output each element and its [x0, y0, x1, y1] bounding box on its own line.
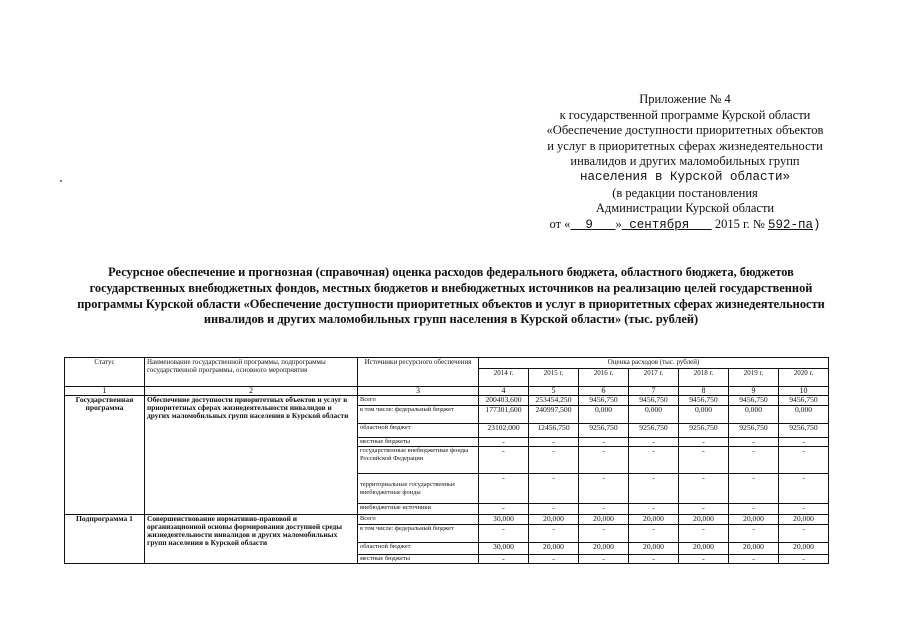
appendix-line: к государственной программе Курской области [559, 107, 811, 122]
value-cell: - [529, 504, 579, 515]
value-cell: - [729, 555, 779, 564]
appendix-line: «Обеспечение доступности приоритетных объектов [546, 123, 824, 138]
table-row [65, 396, 829, 406]
value-cell: - [529, 525, 579, 543]
value-cell: - [679, 474, 729, 504]
value-cell: - [529, 447, 579, 474]
value-cell: 20,000 [729, 543, 779, 555]
column-number: 10 [779, 387, 829, 396]
value-cell: 20,000 [629, 515, 679, 525]
source-cell: областной бюджет [358, 543, 479, 555]
value-cell: - [729, 504, 779, 515]
source-cell: территориальные государственные внебюджетные фонды [358, 474, 479, 504]
status-cell: Подпрограмма 1 [65, 515, 145, 564]
value-cell: - [479, 525, 529, 543]
appendix-line: населения в Курской области» [579, 169, 791, 184]
value-cell: - [479, 447, 529, 474]
decree-number: 592-па [767, 217, 813, 232]
value-cell: - [579, 474, 629, 504]
source-cell: областной бюджет [358, 424, 479, 438]
value-cell: 30,000 [479, 543, 529, 555]
value-cell: 20,000 [729, 515, 779, 525]
value-cell: 20,000 [629, 543, 679, 555]
value-cell: - [729, 525, 779, 543]
value-cell: - [629, 438, 679, 447]
value-cell: - [579, 504, 629, 515]
source-cell: местные бюджеты [358, 438, 479, 447]
source-cell: государственные внебюджетные фонды Российской Федерации [358, 447, 479, 474]
value-cell: 0,000 [629, 406, 679, 424]
date-year: 2015 г. № [711, 216, 768, 231]
header-status: Статус [65, 358, 145, 387]
value-cell: 9256,750 [629, 424, 679, 438]
value-cell: - [629, 504, 679, 515]
column-number: 2 [145, 387, 358, 396]
program-name-cell: Совершенствование нормативно-правовой и организационной основы формирования доступной среды жизнедеятельности инвалидов и других маломобильных групп населения в Курской области [145, 515, 358, 564]
source-cell: Всего [358, 396, 479, 406]
table-row [65, 515, 829, 525]
value-cell: - [779, 438, 829, 447]
value-cell: - [579, 438, 629, 447]
value-cell: - [579, 555, 629, 564]
value-cell: 20,000 [579, 543, 629, 555]
column-number: 7 [629, 387, 679, 396]
appendix-line: Администрации Курской области [595, 201, 775, 216]
value-cell: 20,000 [679, 515, 729, 525]
year-header: 2015 г. [529, 369, 579, 387]
year-header: 2014 г. [479, 369, 529, 387]
value-cell: - [679, 525, 729, 543]
value-cell: 20,000 [779, 515, 829, 525]
value-cell: - [679, 447, 729, 474]
value-cell: 0,000 [729, 406, 779, 424]
value-cell: 20,000 [679, 543, 729, 555]
source-cell: в том числе: федеральный бюджет [358, 406, 479, 424]
value-cell: - [479, 474, 529, 504]
date-month: сентября [621, 217, 712, 232]
program-name-cell: Обеспечение доступности приоритетных объектов и услуг в приоритетных сферах жизнедеятельности инвалидов и других маломобильных групп населения в Курской области [145, 396, 358, 515]
value-cell: 200403,600 [479, 396, 529, 406]
column-number: 5 [529, 387, 579, 396]
value-cell: 9456,750 [679, 396, 729, 406]
appendix-line: инвалидов и других маломобильных групп [570, 154, 800, 169]
value-cell: 253454,250 [529, 396, 579, 406]
source-cell: местные бюджеты [358, 555, 479, 564]
value-cell: 20,000 [529, 543, 579, 555]
value-cell: - [529, 555, 579, 564]
value-cell: 12456,750 [529, 424, 579, 438]
appendix-date-line [520, 217, 850, 234]
value-cell: - [779, 474, 829, 504]
year-header: 2017 г. [629, 369, 679, 387]
value-cell: - [629, 525, 679, 543]
value-cell: - [779, 504, 829, 515]
value-cell: 0,000 [579, 406, 629, 424]
value-cell: - [779, 447, 829, 474]
column-number: 3 [358, 387, 479, 396]
value-cell: - [529, 438, 579, 447]
appendix-line: и услуг в приоритетных сферах жизнедеятельности [547, 138, 823, 153]
value-cell: 0,000 [779, 406, 829, 424]
status-cell: Государственная программа [65, 396, 145, 515]
year-header: 2018 г. [679, 369, 729, 387]
year-header: 2020 г. [779, 369, 829, 387]
column-number: 9 [729, 387, 779, 396]
value-cell: - [679, 504, 729, 515]
value-cell: 9456,750 [779, 396, 829, 406]
value-cell: - [729, 447, 779, 474]
value-cell: 9256,750 [779, 424, 829, 438]
value-cell: - [779, 525, 829, 543]
value-cell: 9256,750 [579, 424, 629, 438]
table-header-row [65, 358, 829, 369]
value-cell: 20,000 [779, 543, 829, 555]
value-cell: 9456,750 [579, 396, 629, 406]
value-cell: - [579, 447, 629, 474]
source-cell: Всего [358, 515, 479, 525]
value-cell: - [479, 504, 529, 515]
column-number: 8 [679, 387, 729, 396]
year-header: 2016 г. [579, 369, 629, 387]
value-cell: 20,000 [529, 515, 579, 525]
header-name: Наименование государственной программы, подпрограммы государственной программы, основного мероприятия [145, 358, 358, 387]
column-number: 1 [65, 387, 145, 396]
document-heading: Ресурсное обеспечение и прогнозная (справочная) оценка расходов федерального бюджета, областного бюджета, бюджетов государственных внебюджетных фондов, местных бюджетов и внебюджетных источников на реализацию целей государственной программы Курской области «Обеспечение доступности приоритетных объектов и услуг в приоритетных сферах жизнедеятельности инвалидов и других маломобильных групп населения в Курской области» (тыс. рублей) [77, 265, 825, 327]
header-source: Источники ресурсного обеспечения [358, 358, 479, 387]
scan-speck [60, 180, 62, 182]
value-cell: - [479, 438, 529, 447]
header-estimate: Оценка расходов (тыс. рублей) [479, 358, 829, 369]
value-cell: 240997,500 [529, 406, 579, 424]
value-cell: - [579, 525, 629, 543]
value-cell: 9456,750 [629, 396, 679, 406]
year-header: 2019 г. [729, 369, 779, 387]
value-cell: - [629, 555, 679, 564]
source-cell: в том числе: федеральный бюджет [358, 525, 479, 543]
appendix-title: Приложение № 4 [639, 92, 731, 106]
resource-table [64, 357, 829, 564]
column-number: 6 [579, 387, 629, 396]
value-cell: - [629, 474, 679, 504]
value-cell: - [479, 555, 529, 564]
value-cell: - [629, 447, 679, 474]
date-prefix: от « [549, 216, 571, 231]
value-cell: 177301,600 [479, 406, 529, 424]
value-cell: - [679, 555, 729, 564]
date-suffix: ) [813, 217, 821, 232]
value-cell: - [779, 555, 829, 564]
appendix-header [520, 92, 850, 233]
source-cell: внебюджетные источники [358, 504, 479, 515]
value-cell: 0,000 [679, 406, 729, 424]
date-mid: » [615, 216, 622, 231]
column-number: 4 [479, 387, 529, 396]
value-cell: 30,000 [479, 515, 529, 525]
value-cell: - [679, 438, 729, 447]
value-cell: - [729, 438, 779, 447]
value-cell: 9256,750 [729, 424, 779, 438]
value-cell: - [729, 474, 779, 504]
date-day: 9 [570, 217, 616, 232]
appendix-line: (в редакции постановления [612, 185, 758, 200]
value-cell: 9456,750 [729, 396, 779, 406]
value-cell: 20,000 [579, 515, 629, 525]
value-cell: 23102,000 [479, 424, 529, 438]
value-cell: - [529, 474, 579, 504]
column-numbers-row [65, 387, 829, 396]
value-cell: 9256,750 [679, 424, 729, 438]
